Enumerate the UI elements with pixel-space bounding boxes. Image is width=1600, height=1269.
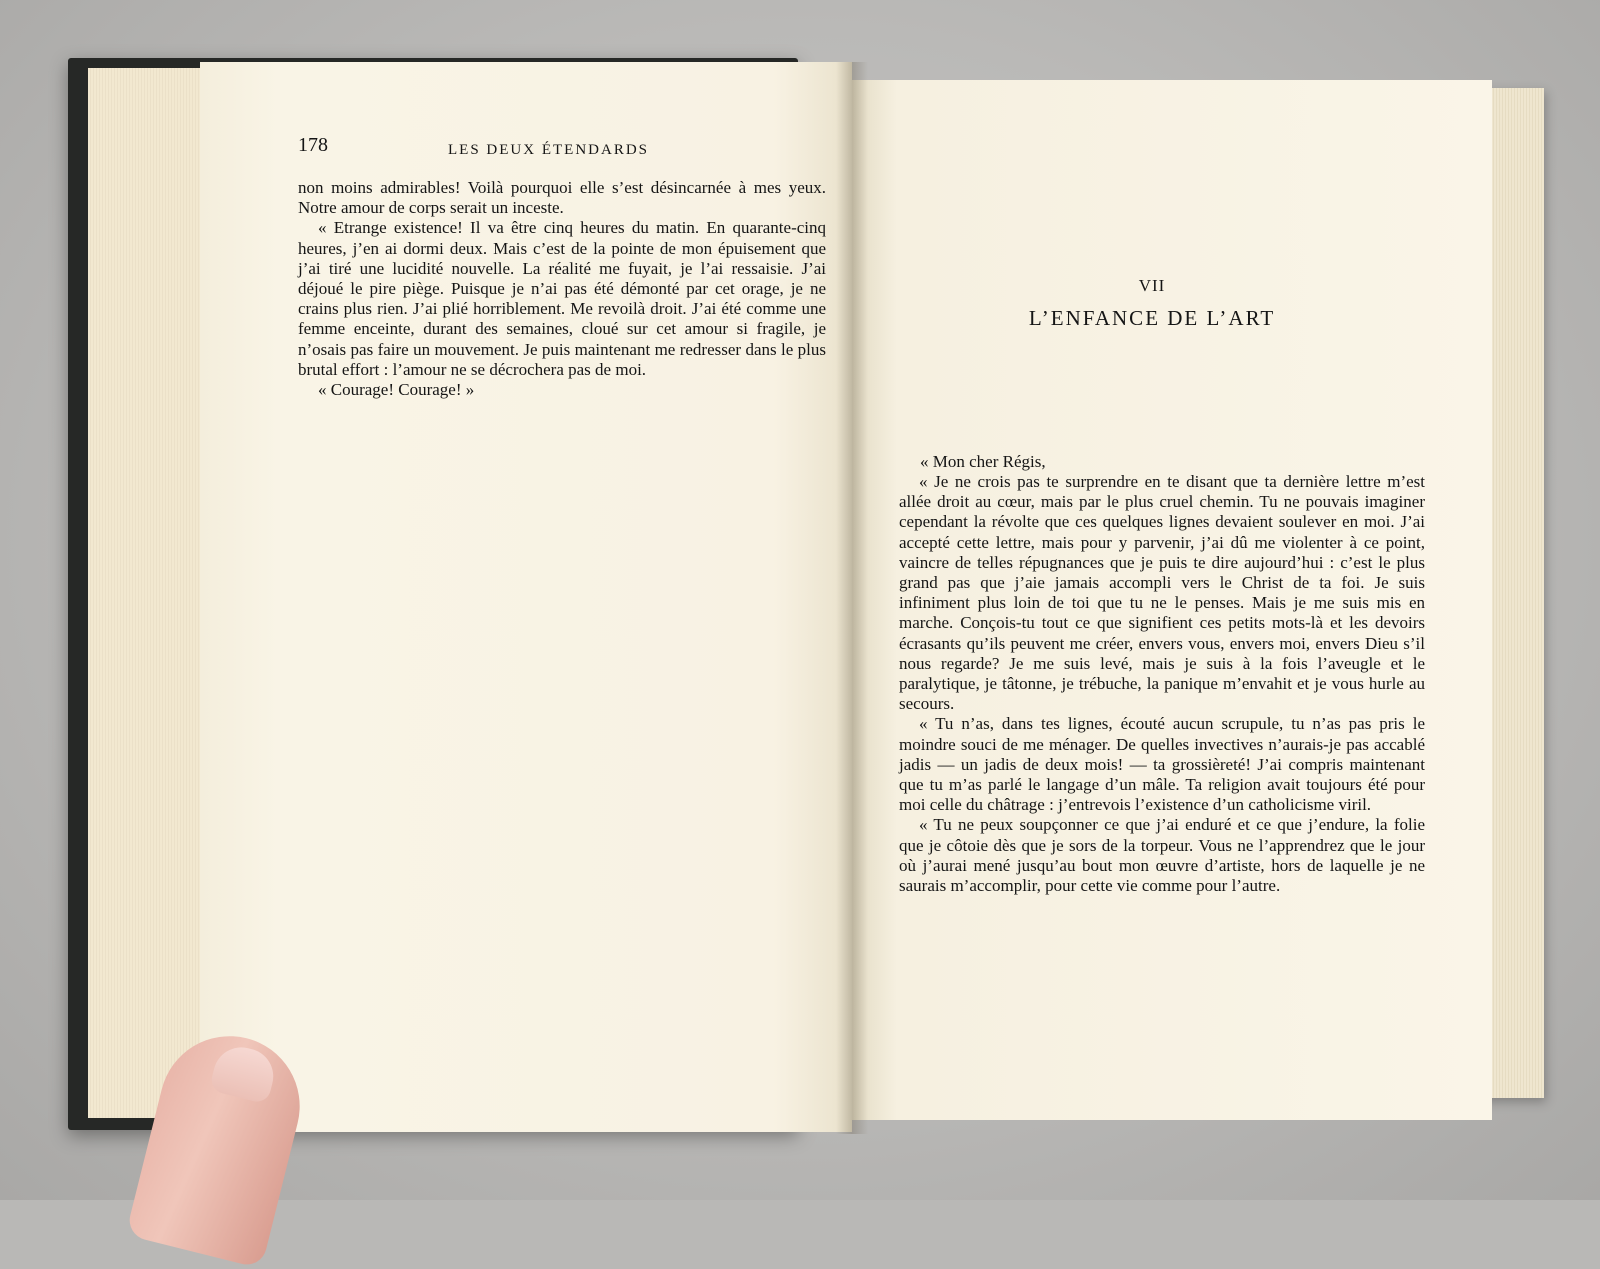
chapter-title: L’ENFANCE DE L’ART: [1028, 306, 1276, 330]
paragraph: « Etrange existence! Il va être cinq heures du matin. En quarante-cinq heures, j’en ai dormi deux. Mais c’est de la pointe de mon épuisement que j’ai tiré une lucidité nouvelle. La réalité me fuyait, je l’ai ressaisie. J’ai déjoué le pire piège. Puisque je n’ai pas été démonté par cet orage, je ne crains plus rien. J’ai plié horriblement. Me revoilà droit. J’ai été comme une femme enceinte, durant des semaines, cloué sur cet amour si fragile, je n’osais pas faire un mouvement. Je puis maintenant me redresser dans le plus brutal effort : l’amour ne se décrochera pas de moi.: [298, 218, 826, 379]
chapter-number: VII: [1138, 276, 1166, 295]
right-page: [852, 80, 1492, 1120]
paragraph: non moins admirables! Voilà pourquoi elle s’est désincarnée à mes yeux. Notre amour de corps serait un inceste.: [298, 178, 826, 218]
paragraph: « Courage! Courage! »: [318, 380, 475, 400]
letter-salutation: « Mon cher Régis,: [920, 452, 1046, 471]
paragraph: « Je ne crois pas te surprendre en te disant que ta dernière lettre m’est allée droit au cœur, mais par le plus cruel chemin. Tu ne pouvais imaginer cependant la révolte que ces quelques lignes devaient soulever en moi. J’ai accepté cette lettre, mais pour y parvenir, j’ai dû me violenter à ce point, vaincre de telles répugnances que je puis te dire aujourd’hui : c’est le plus grand pas que j’aie jamais accompli vers le Christ de ta foi. Je suis infiniment plus loin de toi que tu ne le penses. Mais je me suis mis en marche. Conçois-tu tout ce que signifient ces petits mots-là et les devoirs écrasants qu’ils peuvent me créer, envers vous, envers moi, envers Dieu s’il nous regarde? Je me suis levé, mais je suis à la fois l’aveugle et le paralytique, je tâtonne, je trébuche, la panique m’envahit et je vous hurle au secours.: [899, 472, 1425, 714]
page-edges-left: [88, 68, 218, 1118]
left-page-text: [298, 178, 826, 400]
paragraph: « Tu ne peux soupçonner ce que j’ai enduré et ce que j’endure, la folie que je côtoie dès que je sors de la torpeur. Vous ne l’apprendrez que le jour où j’aurai mené jusqu’au bout mon œuvre d’artiste, hors de laquelle je ne saurais m’accomplir, pour cette vie comme pour l’autre.: [899, 815, 1425, 896]
right-page-text: [899, 472, 1425, 896]
book-gutter: [836, 62, 868, 1134]
running-head: LES DEUX ÉTENDARDS: [448, 142, 649, 158]
left-page: [200, 62, 852, 1132]
page-number: 178: [298, 134, 328, 156]
paragraph: « Tu n’as, dans tes lignes, écouté aucun scrupule, tu n’as pas pris le moindre souci de me ménager. De quelles invectives n’aurais-je pas accablé jadis — un jadis de deux mois! — ta grossièreté! J’ai compris maintenant que tu m’as parlé le langage d’un mâle. Ta religion avait toujours été pour moi celle du châtrage : j’entrevois l’existence d’un catholicisme viril.: [899, 714, 1425, 815]
